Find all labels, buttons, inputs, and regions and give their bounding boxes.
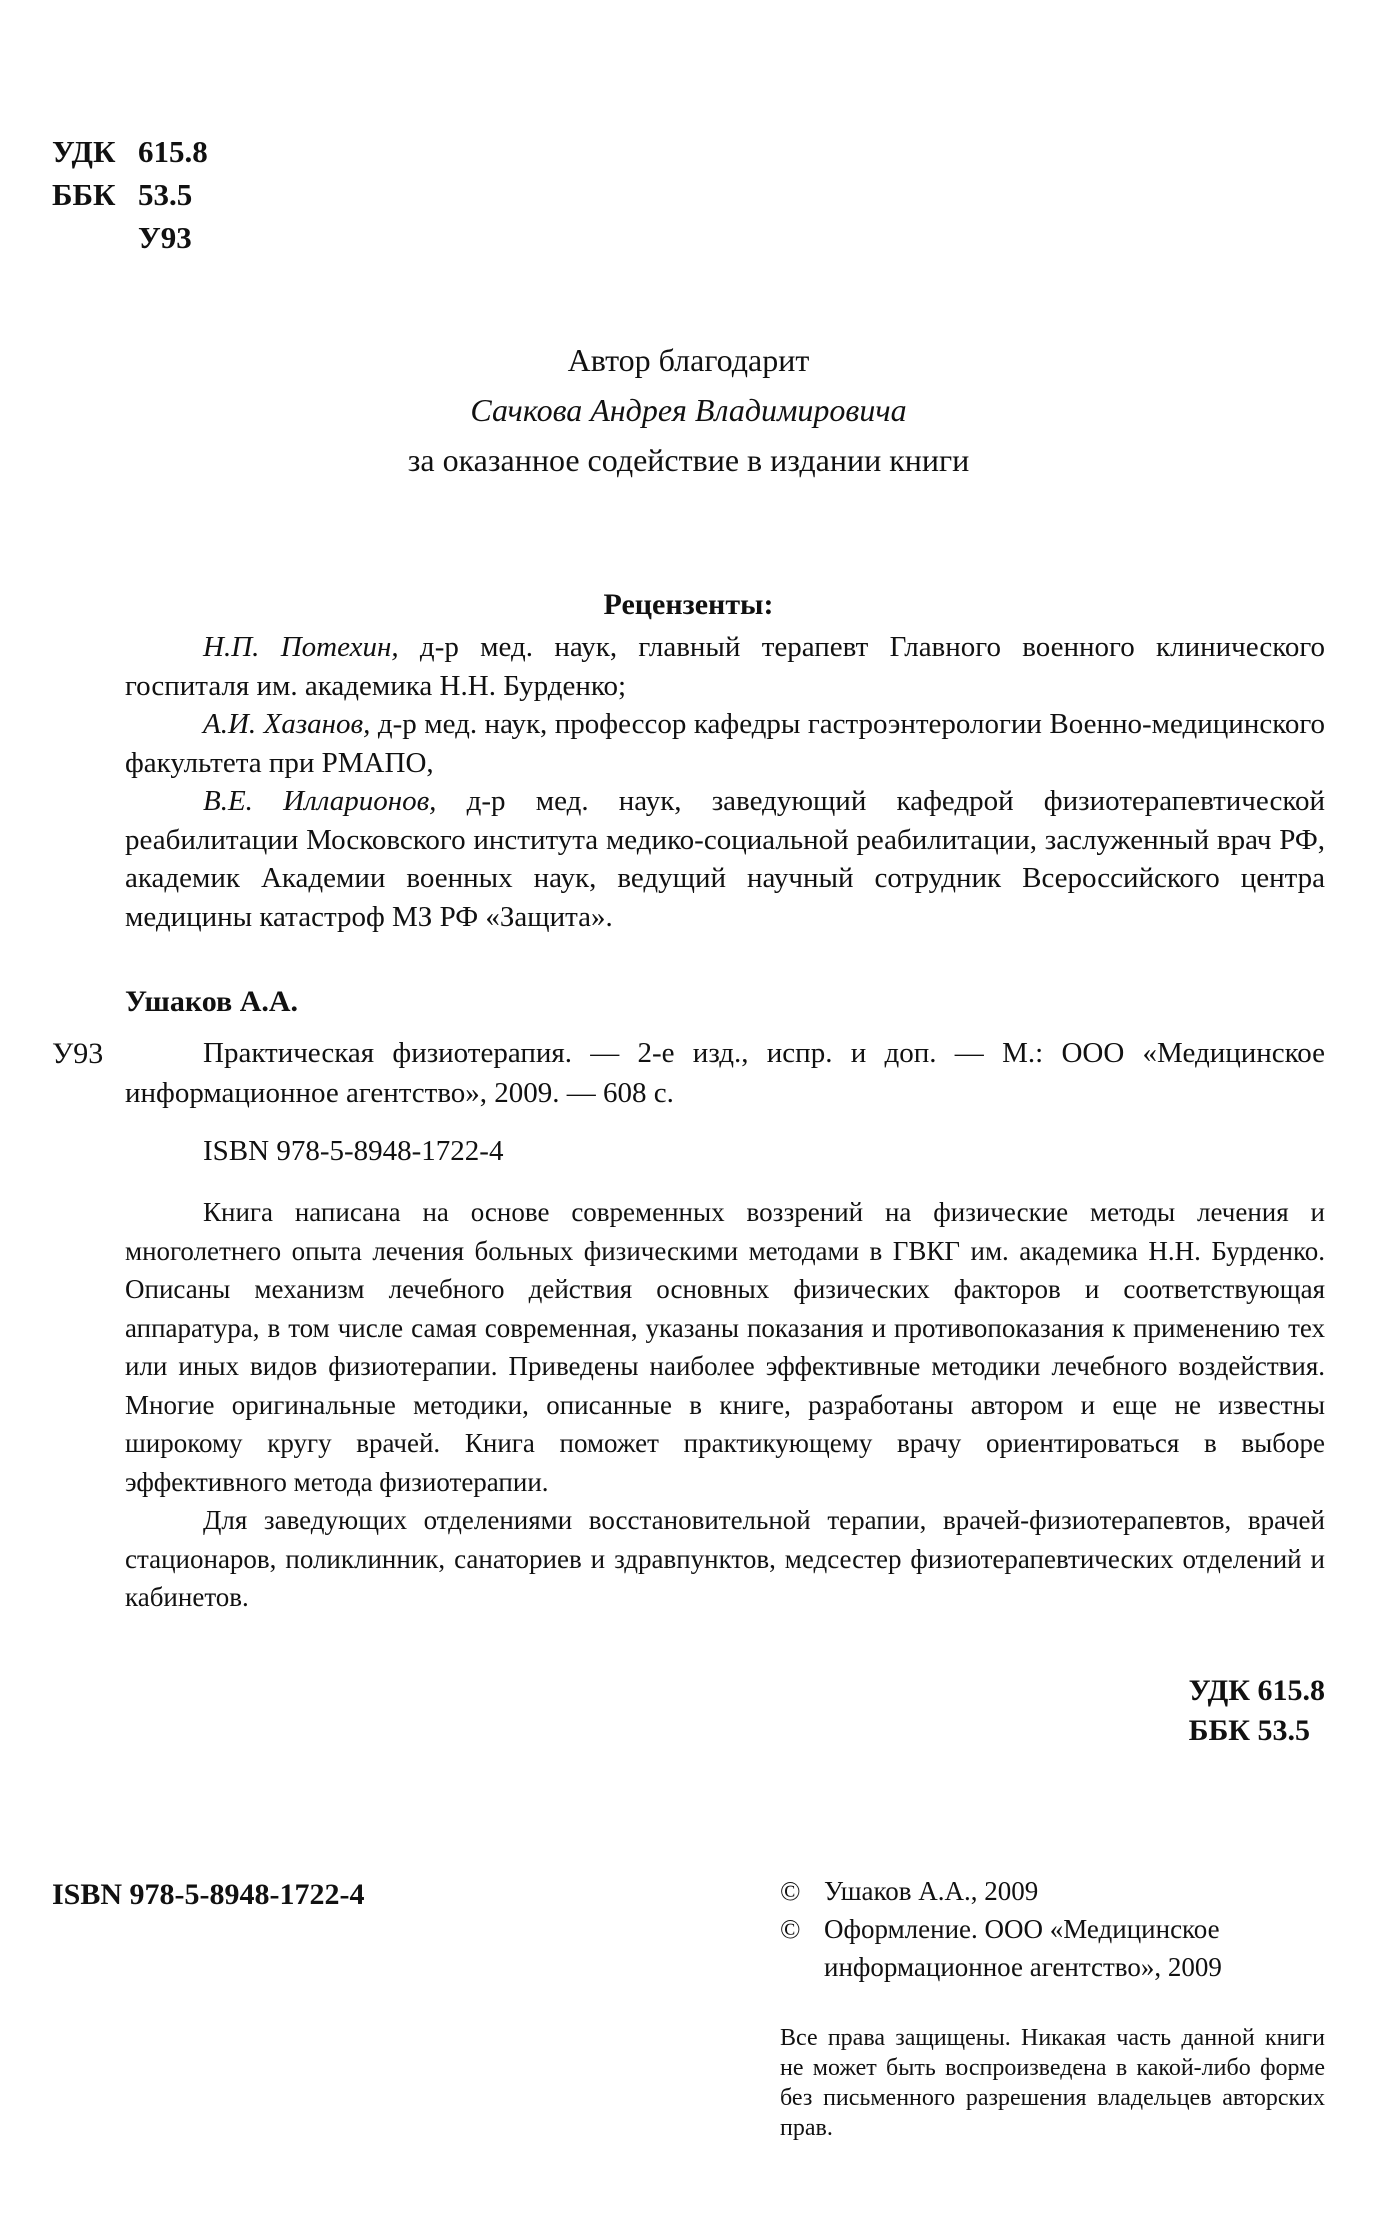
reviewer-text: д-р мед. наук, профессор кафедры гастроэнтерологии Военно-медицинского факультета при РМАПО, [125, 708, 1326, 779]
udk-label: УДК [52, 134, 116, 169]
reviewer-name: Н.П. Потехин, [203, 631, 399, 663]
copyright-icon: © [780, 1876, 801, 1906]
copyright-line2: Оформление. ООО «Медицинское информационное агентство», 2009 [824, 1914, 1222, 1982]
bottom-bbk: ББК 53.5 [1188, 1714, 1311, 1747]
ack-line1: Автор благодарит [567, 342, 810, 378]
udk-value: 615.8 [138, 134, 208, 169]
copyright-line1: Ушаков А.А., 2009 [824, 1876, 1039, 1906]
reviewer-text: д-р мед. наук, заведующий кафедрой физиотерапевтической реабилитации Московского института медико-социальной реабилитации, заслуженный врач РФ, академик Академии военных наук, ведущий научный сотрудник Всероссийского центра медицины катастроф МЗ РФ «Защита». [125, 785, 1325, 933]
classification-codes [52, 130, 208, 259]
isbn-bold: ISBN 978-5-8948-1722-4 [52, 1878, 365, 1911]
acknowledgement [0, 335, 1377, 485]
bib-isbn: ISBN 978-5-8948-1722-4 [203, 1135, 504, 1167]
reviewer-item [125, 782, 1325, 936]
rights-notice: Все права защищены. Никакая часть данной книги не может быть воспроизведена в какой-либо форме без письменного разрешения владельцев авторских прав. [780, 2025, 1325, 2141]
copyright-icon: © [780, 1914, 801, 1944]
author-mark: У93 [138, 220, 192, 255]
ack-name: Сачкова Андрея Владимировича [470, 392, 907, 428]
bottom-udk: УДК 615.8 [1188, 1674, 1325, 1707]
bottom-classification [1189, 1671, 1325, 1751]
bib-code: У93 [52, 1037, 104, 1070]
reviewer-text: д-р мед. наук, главный терапевт Главного военного клинического госпиталя им. академика Н.Н. Бурденко; [125, 631, 1325, 702]
bib-entry: Практическая физиотерапия. — 2-е изд., испр. и доп. — М.: ООО «Медицинское информационное агентство», 2009. — 608 с. [125, 1037, 1325, 1109]
book-author: Ушаков А.А. [125, 985, 299, 1018]
ack-line3: за оказанное содействие в издании книги [407, 442, 970, 478]
abstract [125, 1193, 1325, 1617]
reviewer-name: В.Е. Илларионов, [203, 785, 437, 817]
reviewers-title: Рецензенты: [603, 588, 774, 621]
bbk-label: ББК [52, 177, 116, 212]
reviewer-item [125, 705, 1325, 782]
abstract-paragraph-2: Для заведующих отделениями восстановительной терапии, врачей-физиотерапевтов, врачей стационаров, поликлинник, санаториев и здравпунктов, медсестер физиотерапевтических отделений и кабинетов. [125, 1505, 1325, 1612]
reviewer-name: А.И. Хазанов, [203, 708, 371, 740]
reviewer-item [125, 628, 1325, 705]
abstract-paragraph-1: Книга написана на основе современных воззрений на физические методы лечения и многолетнего опыта лечения больных физическими методами в ГВКГ им. академика Н.Н. Бурденко. Описаны механизм лечебного действия основных физических факторов и соответствующая аппаратура, в том числе самая современная, указаны показания и противопоказания к применению тех или иных видов физиотерапии. Приведены наиболее эффективные методики лечебного воздействия. Многие оригинальные методики, описанные в книге, разработаны автором и еще не известны широкому кругу врачей. Книга поможет практикующему врачу ориентироваться в выборе эффективного метода физиотерапии. [125, 1197, 1325, 1497]
bbk-value: 53.5 [138, 177, 193, 212]
reviewers-list [125, 628, 1325, 936]
copyright-block [780, 1872, 1325, 1986]
